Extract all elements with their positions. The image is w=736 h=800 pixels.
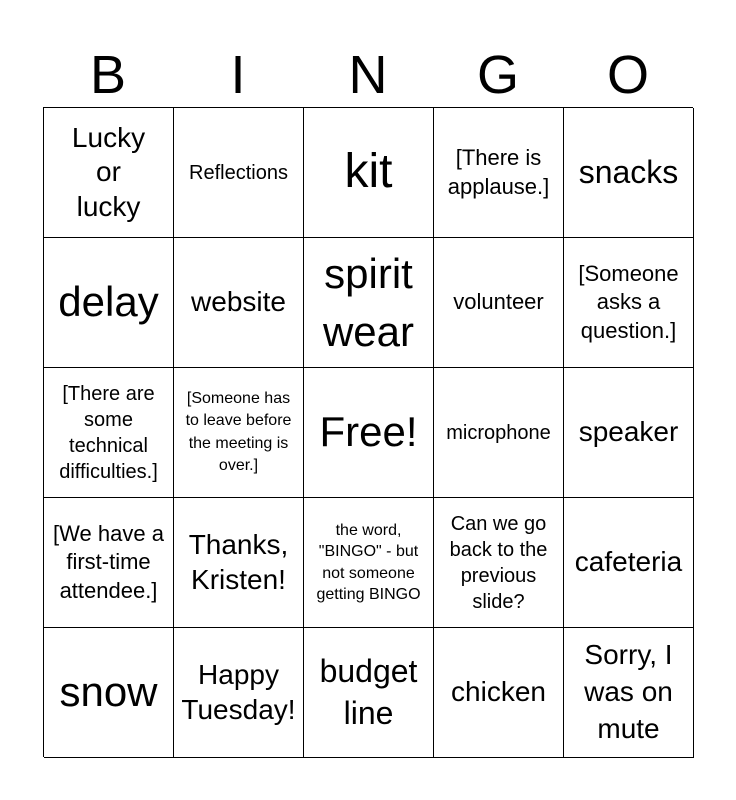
cell-text: kit	[344, 145, 393, 199]
cell-text: Thanks, Kristen!	[188, 529, 289, 595]
cell-text: microphone	[446, 421, 551, 444]
cell-text: [Someone has to leave before the meeting is over.]	[185, 389, 292, 474]
cell-text: snacks	[578, 153, 679, 190]
bingo-cell-r2c5[interactable]	[564, 238, 694, 368]
bingo-cell-r2c2[interactable]	[174, 238, 304, 368]
bingo-cell-r1c4[interactable]	[434, 108, 564, 238]
bingo-cell-r4c3[interactable]	[304, 498, 434, 628]
header-letter-b: B	[89, 45, 127, 105]
bingo-cell-r4c5[interactable]	[564, 498, 694, 628]
bingo-cell-r2c3[interactable]	[304, 238, 434, 368]
cell-text: [There are some technical difficulties.]	[59, 382, 158, 483]
bingo-cell-r4c4[interactable]	[434, 498, 564, 628]
bingo-cell-r1c1[interactable]	[44, 108, 174, 238]
bingo-cell-r5c2[interactable]	[174, 628, 304, 758]
header-letter-g: G	[476, 45, 519, 105]
cell-text: Can we go back to the previous slide?	[449, 512, 548, 613]
bingo-board	[43, 107, 693, 757]
cell-text: the word, "BINGO" - but not someone getting BINGO	[316, 521, 421, 603]
bingo-cell-r3c2[interactable]	[174, 368, 304, 498]
bingo-cell-r5c3[interactable]	[304, 628, 434, 758]
cell-text: Sorry, I was on mute	[584, 639, 673, 744]
bingo-cell-r3c4[interactable]	[434, 368, 564, 498]
header-letter-n: N	[348, 45, 388, 105]
bingo-cell-r3c5[interactable]	[564, 368, 694, 498]
cell-text: [We have a first-time attendee.]	[53, 520, 164, 603]
header-letter-i: I	[230, 45, 246, 105]
cell-text: volunteer	[453, 289, 544, 315]
bingo-cell-r1c2[interactable]	[174, 108, 304, 238]
cell-text: Reflections	[189, 161, 288, 184]
cell-text: [There is applause.]	[447, 144, 550, 199]
bingo-cell-r5c5[interactable]	[564, 628, 694, 758]
bingo-cell-r4c2[interactable]	[174, 498, 304, 628]
header-letter-o: O	[606, 45, 649, 105]
bingo-cell-r2c4[interactable]	[434, 238, 564, 368]
cell-text: Lucky or lucky	[71, 122, 146, 222]
cell-text: Free!	[319, 408, 418, 456]
bingo-cell-r4c1[interactable]	[44, 498, 174, 628]
cell-text: delay	[58, 278, 159, 326]
cell-text: spirit wear	[322, 249, 415, 355]
bingo-cell-r2c1[interactable]	[44, 238, 174, 368]
cell-text: speaker	[578, 416, 679, 448]
bingo-cell-r5c4[interactable]	[434, 628, 564, 758]
bingo-header	[43, 44, 693, 106]
cell-text: chicken	[451, 676, 546, 708]
bingo-cell-r1c3[interactable]	[304, 108, 434, 238]
cell-text: budget line	[319, 652, 418, 731]
bingo-cell-r3c3[interactable]	[304, 368, 434, 498]
cell-text: cafeteria	[574, 546, 683, 578]
cell-text: Happy Tuesday!	[181, 659, 296, 725]
cell-text: website	[191, 286, 286, 318]
bingo-cell-r1c5[interactable]	[564, 108, 694, 238]
cell-text: [Someone asks a question.]	[578, 260, 679, 343]
bingo-cell-r3c1[interactable]	[44, 368, 174, 498]
bingo-cell-r5c1[interactable]	[44, 628, 174, 758]
cell-text: snow	[59, 668, 158, 716]
